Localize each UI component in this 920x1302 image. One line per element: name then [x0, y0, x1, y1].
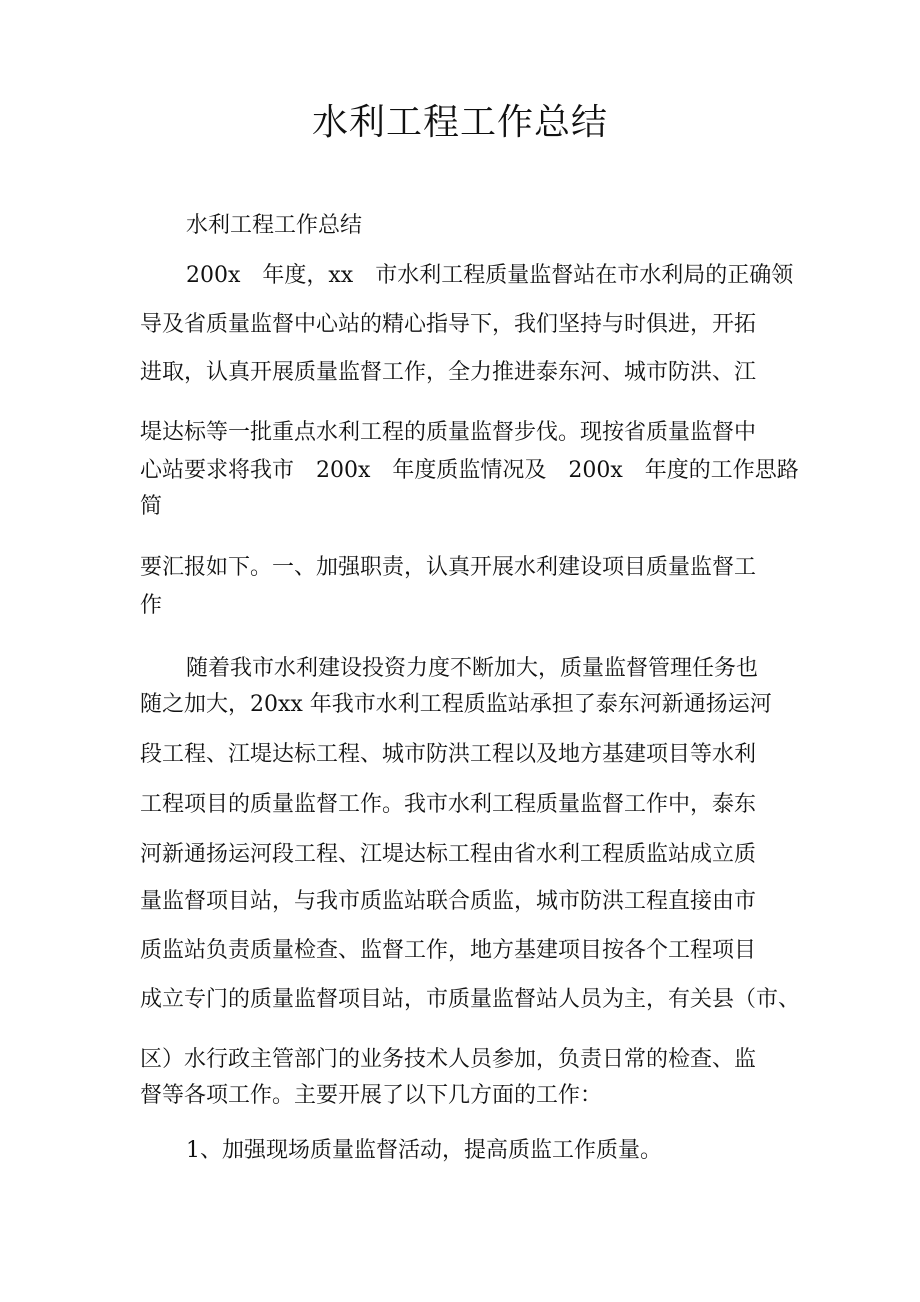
paragraph-line: 简: [140, 494, 163, 519]
paragraph-line: 作: [140, 593, 163, 618]
paragraph-line: 随之加大，20xx 年我市水利工程质监站承担了泰东河新通扬运河: [140, 692, 772, 717]
paragraph-line: 质监站负责质量检查、监督工作，地方基建项目按各个工程项目: [140, 938, 757, 963]
paragraph-line: 200x 年度，xx 市水利工程质量监督站在市水利局的正确领: [186, 263, 794, 288]
paragraph-line: 河新通扬运河段工程、江堤达标工程由省水利工程质监站成立质: [140, 842, 757, 867]
document-subtitle: 水利工程工作总结: [186, 213, 363, 238]
paragraph-line: 要汇报如下。一、加强职责，认真开展水利建设项目质量监督工: [140, 555, 757, 580]
paragraph-line: 导及省质量监督中心站的精心指导下，我们坚持与时俱进，开拓: [140, 312, 757, 337]
paragraph-line: 督等各项工作。主要开展了以下几方面的工作：: [140, 1083, 603, 1108]
paragraph-line: 随着我市水利建设投资力度不断加大，质量监督管理任务也: [186, 656, 759, 681]
paragraph-line: 区）水行政主管部门的业务技术人员参加，负责日常的检查、监: [140, 1047, 757, 1072]
paragraph-line: 1、加强现场质量监督活动，提高质监工作质量。: [186, 1138, 662, 1163]
paragraph-line: 成立专门的质量监督项目站，市质量监督站人员为主，有关县（市、: [140, 987, 801, 1012]
document-title: 水利工程工作总结: [311, 102, 608, 143]
paragraph-line: 进取，认真开展质量监督工作，全力推进泰东河、城市防洪、江: [140, 360, 757, 385]
paragraph-line: 堤达标等一批重点水利工程的质量监督步伐。现按省质量监督中: [140, 420, 757, 445]
paragraph-line: 工程项目的质量监督工作。我市水利工程质量监督工作中，泰东: [140, 792, 757, 817]
paragraph-line: 心站要求将我市 200x 年度质监情况及 200x 年度的工作思路: [140, 458, 799, 483]
paragraph-line: 量监督项目站，与我市质监站联合质监，城市防洪工程直接由市: [140, 889, 757, 914]
paragraph-line: 段工程、江堤达标工程、城市防洪工程以及地方基建项目等水利: [140, 742, 757, 767]
